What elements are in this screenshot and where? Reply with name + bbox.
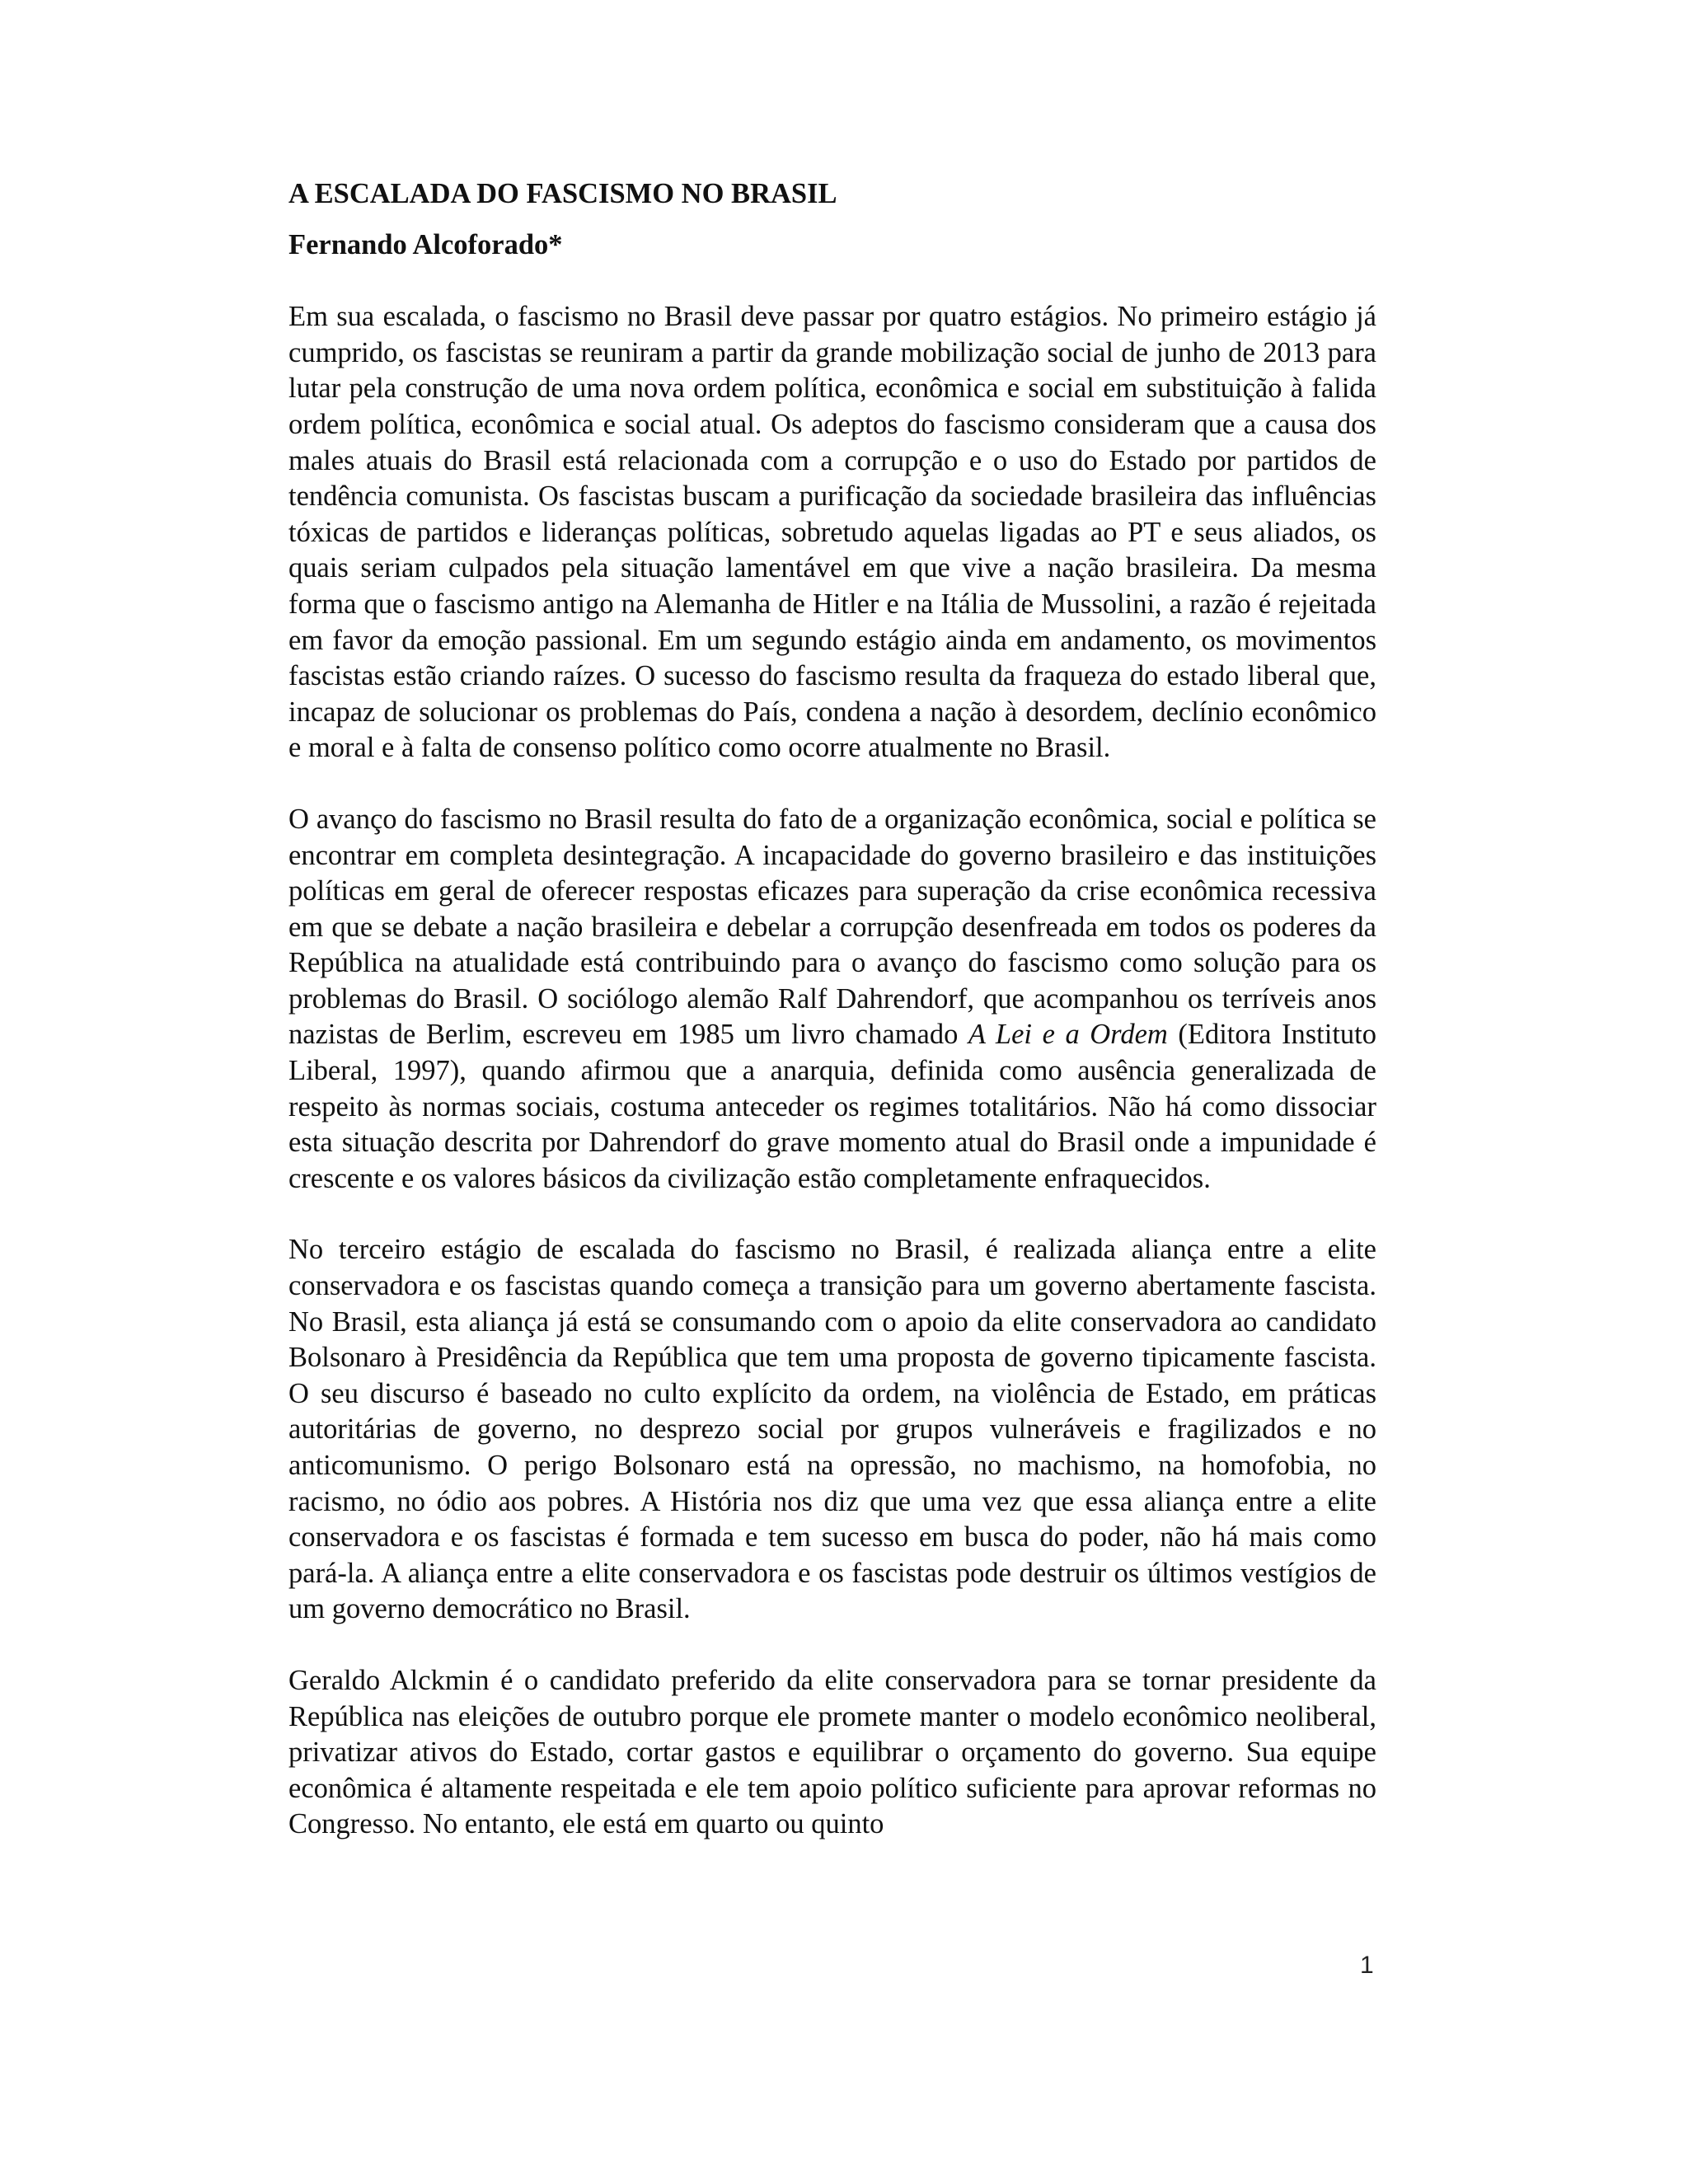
document-author: Fernando Alcoforado*: [288, 228, 563, 260]
paragraph-1: Em sua escalada, o fascismo no Brasil deve passar por quatro estágios. No primeiro estágio já cumprido, os fascistas se reuniram a partir da grande mobilização social de junho de 2013 para lutar pela construção de uma nova ordem política, econômica e social em substituição à falida ordem política, econômica e social atual. Os adeptos do fascismo consideram que a causa dos males atuais do Brasil está relacionada com a corrupção e o uso do Estado por partidos de tendência comunista. Os fascistas buscam a purificação da sociedade brasileira das influências tóxicas de partidos e lideranças políticas, sobretudo aquelas ligadas ao PT e seus aliados, os quais seriam culpados pela situação lamentável em que vive a nação brasileira. Da mesma forma que o fascismo antigo na Alemanha de Hitler e na Itália de Mussolini, a razão é rejeitada em favor da emoção passional. Em um segundo estágio ainda em andamento, os movimentos fascistas estão criando raízes. O sucesso do fascismo resulta da fraqueza do estado liberal que, incapaz de solucionar os problemas do País, condena a nação à desordem, declínio econômico e moral e à falta de consenso político como ocorre atualmente no Brasil.: [288, 301, 1376, 764]
document-title: A ESCALADA DO FASCISMO NO BRASIL: [288, 178, 837, 209]
paragraph-2-text-end: (Editora Instituto Liberal, 1997), quando afirmou que a anarquia, definida como ausência generalizada de respeito às normas sociais, costuma anteceder os regimes totalitários. Não há como dissociar esta situação descrita por Dahrendorf do grave momento atual do Brasil onde a impunidade é crescente e os valores básicos da civilização estão completamente enfraquecidos.: [288, 1019, 1376, 1194]
document-body: [288, 176, 1376, 1843]
book-title: A Lei e a Ordem: [968, 1019, 1168, 1051]
paragraph-2: [288, 802, 1376, 1197]
paragraph-3: No terceiro estágio de escalada do fascismo no Brasil, é realizada aliança entre a elite conservadora e os fascistas quando começa a transição para um governo abertamente fascista. No Brasil, esta aliança já está se consumando com o apoio da elite conservadora ao candidato Bolsonaro à Presidência da República que tem uma proposta de governo tipicamente fascista. O seu discurso é baseado no culto explícito da ordem, na violência de Estado, em práticas autoritárias de governo, no desprezo social por grupos vulneráveis e fragilizados e no anticomunismo. O perigo Bolsonaro está na opressão, no machismo, na homofobia, no racismo, no ódio aos pobres. A História nos diz que uma vez que essa aliança entre a elite conservadora e os fascistas é formada e tem sucesso em busca do poder, não há mais como pará-la. A aliança entre a elite conservadora e os fascistas pode destruir os últimos vestígios de um governo democrático no Brasil.: [288, 1234, 1376, 1625]
paragraph-4: Geraldo Alckmin é o candidato preferido da elite conservadora para se tornar presidente da República nas eleições de outubro porque ele promete manter o modelo econômico neoliberal, privatizar ativos do Estado, cortar gastos e equilibrar o orçamento do governo. Sua equipe econômica é altamente respeitada e ele tem apoio político suficiente para aprovar reformas no Congresso. No entanto, ele está em quarto ou quinto: [288, 1664, 1376, 1840]
page-number: 1: [1360, 1952, 1374, 1979]
paragraph-2-text-start: O avanço do fascismo no Brasil resulta do fato de a organização econômica, social e política se encontrar em completa desintegração. A incapacidade do governo brasileiro e das instituições políticas em geral de oferecer respostas eficazes para superação da crise econômica recessiva em que se debate a nação brasileira e debelar a corrupção desenfreada em todos os poderes da República na atualidade está contribuindo para o avanço do fascismo como solução para os problemas do Brasil. O sociólogo alemão Ralf Dahrendorf, que acompanhou os terríveis anos nazistas de Berlim, escreveu em 1985 um livro chamado: [288, 803, 1376, 1051]
